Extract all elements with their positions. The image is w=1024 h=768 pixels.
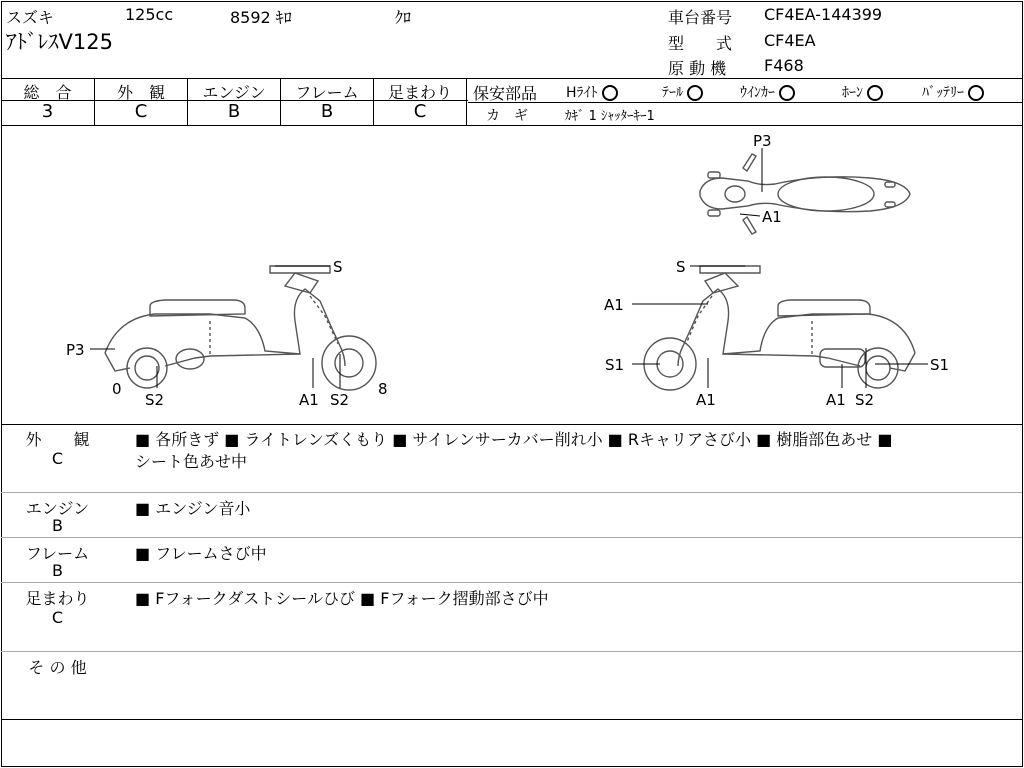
remark-engine-line-1: ■ エンジン音小 [135, 499, 251, 518]
right-label-a1a: A1 [604, 296, 624, 314]
displacement: 125cc [125, 5, 174, 24]
remark-exterior-line-2: シート色あせ中 [135, 452, 248, 471]
model-label: 型 式 [668, 34, 733, 53]
remark-suspension-label: 足まわり [25, 589, 90, 608]
left-label-8: 8 [378, 380, 388, 398]
divider [1, 719, 1022, 720]
remark-exterior-line-1: ■ 各所きず ■ ライトレンズくもり ■ サイレンサーカバー削れ小 ■ Rキャリアさび小 ■ 樹脂部色あせ ■ [135, 430, 893, 449]
model-name: ｱﾄﾞﾚｽV125 [6, 30, 113, 54]
safety-item-tail: ﾃｰﾙ [662, 82, 703, 102]
remark-suspension-line-1: ■ Fフォークダストシールひび ■ Fフォーク摺動部さび中 [135, 589, 549, 608]
scooter-top-view [700, 154, 910, 234]
engine-value: F468 [764, 56, 804, 75]
grade-engine-value: B [227, 101, 241, 122]
remark-engine-label: エンジン [25, 499, 90, 518]
left-label-s: S [333, 258, 343, 276]
right-label-s1a: S1 [605, 356, 625, 374]
grade-overall-label: 総 合 [23, 83, 72, 102]
left-label-s2b: S2 [330, 391, 350, 409]
left-label-a1: A1 [299, 391, 319, 409]
key-label: カ ギ [486, 108, 528, 124]
top-label-p3: P3 [753, 132, 772, 150]
frame-no-label: 車台番号 [668, 8, 733, 27]
maker: スズキ [6, 8, 55, 27]
divider [466, 78, 467, 125]
divider [1, 424, 1022, 425]
grade-frame-label: フレーム [295, 83, 359, 102]
remark-exterior-grade: C [51, 449, 64, 468]
divider [1, 537, 1022, 538]
grade-frame-value: B [320, 101, 334, 122]
divider [1, 492, 1022, 493]
left-label-0: 0 [112, 380, 122, 398]
left-label-s2a: S2 [145, 391, 165, 409]
ok-circle-icon [602, 85, 618, 101]
safety-item-horn: ﾎｰﾝ [842, 82, 883, 102]
remark-other-label: そ の 他 [28, 658, 87, 677]
remark-frame-grade: B [52, 561, 63, 580]
remark-engine-grade: B [52, 516, 63, 535]
mileage: 8592 ｷﾛ [230, 8, 292, 27]
grade-exterior-label: 外 観 [116, 83, 165, 102]
grade-overall-value: 3 [41, 101, 54, 122]
remark-exterior-label: 外 観 [25, 430, 90, 449]
divider [1, 651, 1022, 652]
ok-circle-icon [867, 85, 883, 101]
right-label-s1b: S1 [930, 356, 950, 374]
remark-frame-line-1: ■ フレームさび中 [135, 544, 267, 563]
frame-no-value: CF4EA-144399 [764, 5, 883, 24]
engine-label: 原 動 機 [668, 59, 727, 78]
safety-item-battery: ﾊﾞｯﾃﾘｰ [922, 82, 984, 102]
ok-circle-icon [687, 85, 703, 101]
color: ｸﾛ [395, 8, 412, 27]
grade-suspension-label: 足まわり [387, 83, 452, 102]
ok-circle-icon [779, 85, 795, 101]
grade-exterior-value: C [134, 101, 148, 122]
ok-circle-icon [968, 85, 984, 101]
right-label-s2: S2 [855, 391, 875, 409]
divider [1, 78, 1022, 79]
model-value: CF4EA [764, 31, 816, 50]
divider [1, 582, 1022, 583]
right-label-a1c: A1 [826, 391, 846, 409]
divider [468, 102, 1022, 103]
safety-title: 保安部品 [473, 84, 538, 103]
safety-item-headlight: Hﾗｲﾄ [566, 82, 618, 102]
remark-suspension-grade: C [51, 608, 64, 627]
leader-line [740, 214, 760, 216]
right-label-s: S [676, 258, 686, 276]
grade-suspension-value: C [413, 101, 427, 122]
grade-engine-label: エンジン [202, 83, 266, 102]
remark-frame-label: フレーム [25, 544, 90, 563]
key-value: ｶｷﾞ 1 ｼｬｯﾀｰｷｰ1 [565, 109, 655, 124]
safety-item-winker: ｳｲﾝｶｰ [740, 82, 795, 102]
left-label-p3: P3 [66, 341, 85, 359]
scooter-left-view [105, 266, 376, 390]
right-label-a1b: A1 [696, 391, 716, 409]
top-label-a1: A1 [762, 208, 782, 226]
scooter-right-view [644, 266, 915, 390]
scooter-damage-diagram [0, 126, 1024, 426]
